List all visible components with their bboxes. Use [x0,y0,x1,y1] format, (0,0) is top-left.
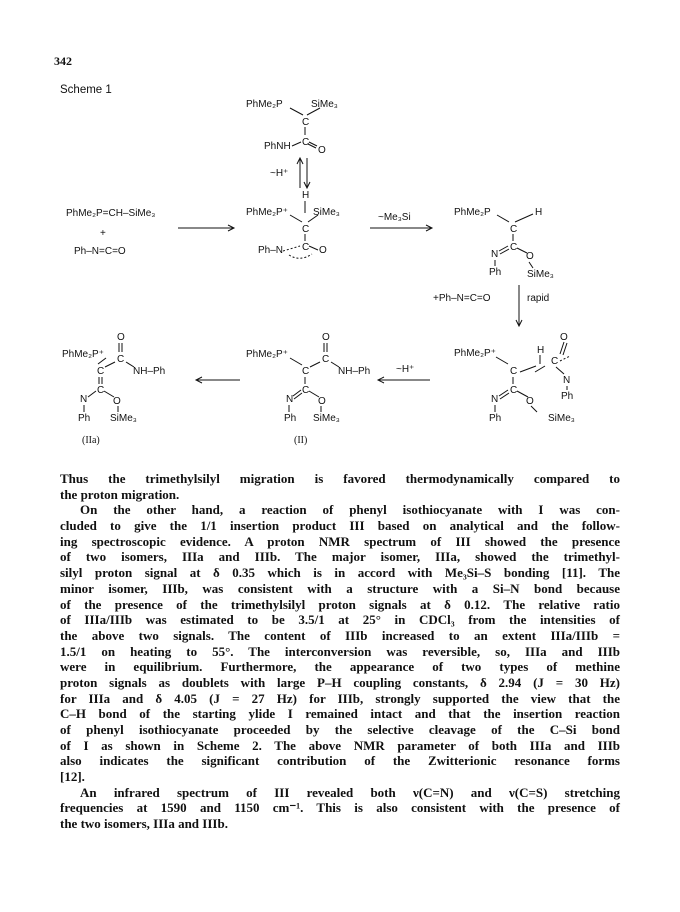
bl-c-top-label: C [117,354,125,365]
start-isocyanate-label: Ph–N=C=O [74,246,126,257]
rapid-label: rapid [527,293,550,304]
bl-o-label: O [113,396,121,407]
text-line: proton signals as doublets with large P–H coupling constants, δ 2.94 (J = 30 Hz) [60,674,620,690]
top-c1-label: C [302,117,310,128]
text-line: of IIIa/IIIb was estimated to be 3.5/1 at 25° in CDCl₃ from the intensities of [60,612,620,628]
br-o-label: O [526,396,534,407]
text-line: the proton migration. [60,486,180,502]
text-line: silyl proton signal at δ 0.35 which is in accord with Me₃Si–S bonding [11]. The [60,565,620,581]
compound-ii-label: (II) [294,435,308,446]
br-c-top-label: C [551,356,559,367]
bl-c2-label: C [97,385,105,396]
right-n-label: N [491,249,499,260]
mid-phosphonio-label: PhMe₂P⁺ [246,207,288,218]
right-ph-label: Ph [489,267,502,278]
text-line: [12]. [60,769,85,785]
start-plus-label: + [100,228,106,239]
mid-h-label: H [302,190,310,201]
br-c2-label: C [510,385,518,396]
bl-sime3-label: SiMe₃ [110,413,137,424]
text-line: C–H bond of the starting ylide I remained intact and that the insertion reaction [60,706,620,722]
right-phosphonio-label: PhMe₂P [454,207,491,218]
mid-sime3-label: SiMe₃ [313,207,340,218]
bm-c-label: C [302,366,310,377]
text-line: An infrared spectrum of III revealed both ν(C=N) and ν(C=S) stretching [80,784,620,800]
text-line: minor isomer, IIIb, was consistent with a structure with a Si–N bond because [60,580,620,596]
text-line: also indicates the significant contribution of the Zwitterionic resonance forms [60,753,620,769]
mid-c2-label: C [302,242,310,253]
bm-sime3-label: SiMe₃ [313,413,340,424]
text-line: On the other hand, a reaction of phenyl isothiocyanate with I was con- [80,502,620,518]
bl-phosphonio-label: PhMe₂P⁺ [62,349,104,360]
text-line: were in equilibrium. Furthermore, the appearance of two types of methine [60,659,620,675]
br-n-label: N [491,394,499,405]
text-line: Thus the trimethylsilyl migration is favored thermodynamically compared to [60,471,620,486]
right-o-label: O [526,251,534,262]
mid-n-label: Ph–N [258,245,284,256]
bm-c2-label: C [302,385,310,396]
body-text [60,471,620,832]
top-sime3-label: SiMe₃ [311,99,338,110]
bm-c-top-label: C [322,354,330,365]
bm-n-label: N [286,394,294,405]
text-line: the above two signals. The content of IIIb increased to an extent IIIa/IIIb = [60,627,620,643]
scheme-title: Scheme 1 [60,84,112,96]
bl-o-top-label: O [117,332,125,343]
top-phnh-label: PhNH [264,141,291,152]
right-c2-label: C [510,242,518,253]
text-line: of two isomers, IIIa and IIIb. The major isomer, IIIa, showed the trimethyl- [60,549,620,565]
mid-o-label: O [319,245,327,256]
add-isothiocyanate-label: +Ph–N=C=O [433,293,491,304]
bm-o-top-label: O [322,332,330,343]
br-phosphonio-label: PhMe₂P⁺ [454,348,496,359]
right-sime3-label: SiMe₃ [527,269,554,280]
bl-c-label: C [97,366,105,377]
minus-me3si-label: ~Me₃Si [378,212,411,223]
br-ph-label: Ph [489,413,502,424]
bl-nhph-label: NH–Ph [133,366,166,377]
bl-n-label: N [80,394,88,405]
top-c2-label: C [302,137,310,148]
text-line: of phenyl isothiocyanate proceeded by the selective cleavage of the C–Si bond [60,722,620,737]
start-ylide-label: PhMe₂P=CH–SiMe₃ [66,208,156,219]
text-line: cluded to give the 1/1 insertion product III based on analytical and the follow- [60,518,620,534]
text-line: of I as shown in Scheme 2. The above NMR parameter of both IIIa and IIIb [60,737,620,753]
right-h-label: H [535,207,543,218]
br-o-top-label: O [560,332,568,343]
text-line: the two isomers, IIIa and IIIb. [60,816,228,832]
text-line: for IIIa and δ 4.05 (J = 27 Hz) for IIIb, strongly supported the view that the [60,690,620,706]
bm-phosphonio-label: PhMe₂P⁺ [246,349,288,360]
page-number: 342 [54,54,72,68]
compound-iia-label: (IIa) [82,435,100,446]
bl-ph-label: Ph [78,413,91,424]
br-sime3-label: SiMe₃ [548,413,575,424]
top-phosphonio-label: PhMe₂P [246,99,283,110]
minus-h-vertical-label: ~H⁺ [270,168,289,179]
bm-nhph-label: NH–Ph [338,366,371,377]
br-h-label: H [537,345,545,356]
text-line: ing spectroscopic evidence. A proton NMR spectrum of III showed the presence [60,533,620,549]
br-c-label: C [510,366,518,377]
mid-c1-label: C [302,224,310,235]
top-o-label: O [318,145,326,156]
br-ph-side-label: Ph [561,391,574,402]
minus-h-horizontal-label: ~H⁺ [396,364,415,375]
text-line: frequencies at 1590 and 1150 cm⁻¹. This is also consistent with the presence of [60,800,620,816]
bm-ph-label: Ph [284,413,297,424]
br-n-side-label: N [563,375,571,386]
text-line: of the presence of the trimethylsilyl proton signals at δ 0.12. The relative ratio [60,596,620,612]
text-line: 1.5/1 on heating to 55°. The interconversion was reversible, so, IIIa and IIIb [60,643,620,659]
right-c1-label: C [510,224,518,235]
bm-o-label: O [318,396,326,407]
